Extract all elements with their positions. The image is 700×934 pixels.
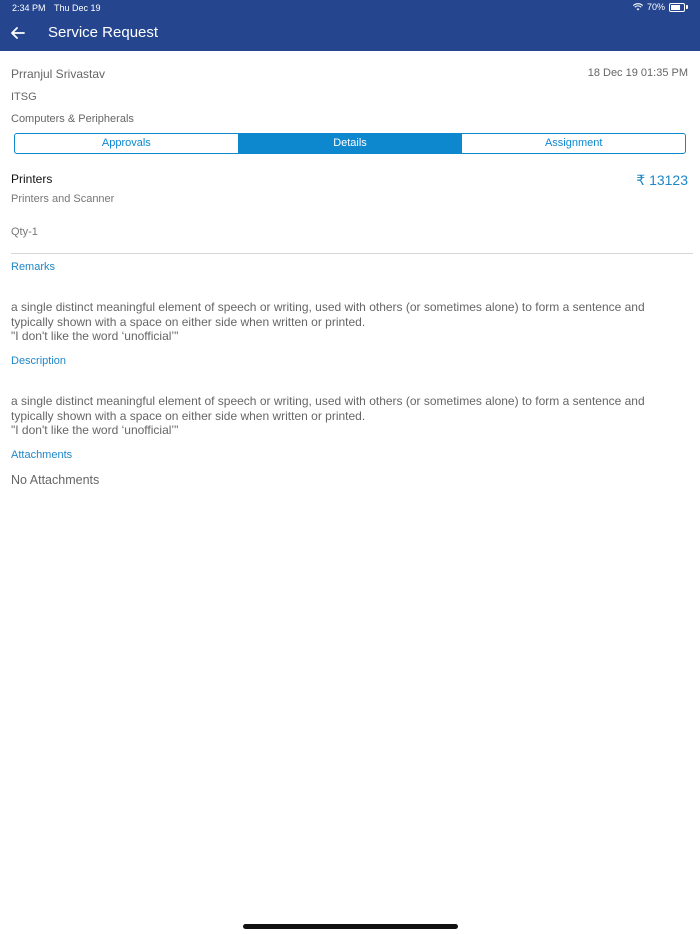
tab-details[interactable]: Details [238,134,462,153]
arrow-left-icon [8,23,28,43]
department: ITSG [11,91,37,103]
item-quantity: Qty-1 [11,226,38,238]
remarks-label: Remarks [11,261,56,273]
page-title: Service Request [48,24,159,41]
attachments-label: Attachments [11,449,73,461]
home-indicator[interactable] [243,924,458,929]
battery-icon [669,3,685,12]
description-line: typically shown with a space on either side when written or printed. [11,408,366,423]
request-datetime: 18 Dec 19 01:35 PM [587,67,688,79]
wifi-icon [633,3,643,11]
attachments-value: No Attachments [11,473,100,487]
remarks-line: "I don't like the word ‘unofficial’" [11,329,179,343]
description-line: a single distinct meaningful element of speech or writing, used with others (or sometimes alone) to form a sentence and [11,394,645,408]
description-label: Description [11,355,67,367]
category: Computers & Peripherals [11,113,134,125]
battery-tip [686,5,688,9]
description-text [11,394,691,438]
tab-approvals[interactable]: Approvals [101,137,151,149]
remarks-line: typically shown with a space on either side when written or printed. [11,314,366,329]
segmented-tabs [14,133,686,154]
top-bar [0,0,700,51]
divider [11,253,693,254]
battery-percent: 70% [646,2,665,12]
requester-name: Prranjul Srivastav [11,67,106,81]
status-time: 2:34 PM [12,3,46,13]
item-price: ₹ 13123 [636,172,688,188]
status-date: Thu Dec 19 [54,3,101,13]
remarks-line: a single distinct meaningful element of speech or writing, used with others (or sometimes alone) to form a sentence and [11,300,645,314]
back-button[interactable] [8,23,30,43]
item-subcategory: Printers and Scanner [11,193,115,205]
tab-assignment[interactable]: Assignment [461,134,685,153]
item-name: Printers [11,172,53,186]
description-line: "I don't like the word ‘unofficial’" [11,423,179,437]
remarks-text [11,300,691,344]
status-indicators [633,2,688,12]
